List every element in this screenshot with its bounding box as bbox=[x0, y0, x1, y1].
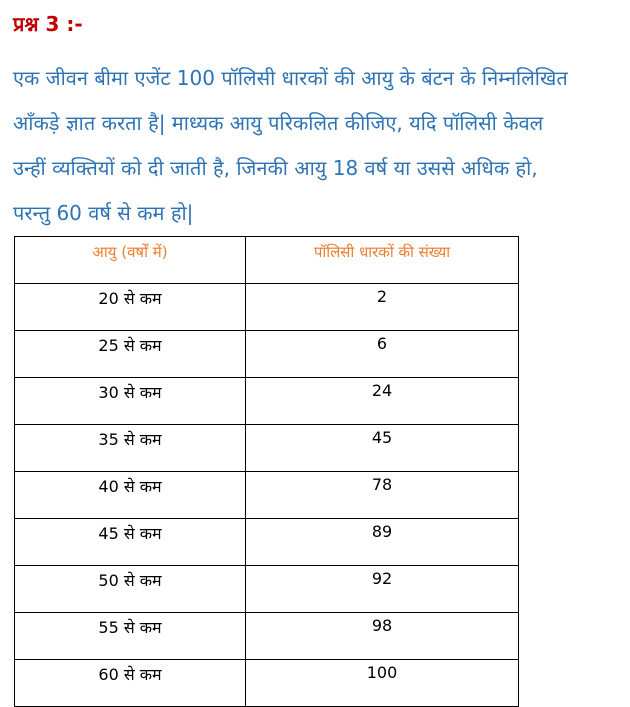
table-row bbox=[15, 660, 519, 707]
question-heading: प्रश्न 3 :- bbox=[13, 12, 83, 36]
table-header-row bbox=[15, 237, 519, 284]
count-cell: 6 bbox=[246, 331, 519, 378]
question-line: परन्तु 60 वर्ष से कम हो| bbox=[13, 201, 194, 225]
table-row bbox=[15, 613, 519, 660]
count-cell: 45 bbox=[246, 425, 519, 472]
age-cell: 40 से कम bbox=[15, 472, 246, 519]
count-cell: 92 bbox=[246, 566, 519, 613]
count-cell: 98 bbox=[246, 613, 519, 660]
table-row bbox=[15, 566, 519, 613]
age-cell: 45 से कम bbox=[15, 519, 246, 566]
count-cell: 24 bbox=[246, 378, 519, 425]
count-cell: 2 bbox=[246, 284, 519, 331]
count-cell: 89 bbox=[246, 519, 519, 566]
question-line: आँकड़े ज्ञात करता है| माध्यक आयु परिकलित कीजिए, यदि पॉलिसी केवल bbox=[13, 111, 544, 135]
table-row bbox=[15, 519, 519, 566]
age-cell: 55 से कम bbox=[15, 613, 246, 660]
age-cell: 35 से कम bbox=[15, 425, 246, 472]
age-distribution-table bbox=[14, 236, 519, 707]
age-cell: 30 से कम bbox=[15, 378, 246, 425]
age-cell: 50 से कम bbox=[15, 566, 246, 613]
header-policy-holders: पॉलिसी धारकों की संख्या bbox=[246, 237, 519, 284]
age-cell: 60 से कम bbox=[15, 660, 246, 707]
table-row bbox=[15, 331, 519, 378]
question-line: उन्हीं व्यक्तियों को दी जाती है, जिनकी आयु 18 वर्ष या उससे अधिक हो, bbox=[13, 156, 538, 180]
age-cell: 25 से कम bbox=[15, 331, 246, 378]
table-row bbox=[15, 378, 519, 425]
header-age: आयु (वर्षों में) bbox=[15, 237, 246, 284]
question-line: एक जीवन बीमा एजेंट 100 पॉलिसी धारकों की आयु के बंटन के निम्नलिखित bbox=[13, 66, 568, 90]
table-row bbox=[15, 425, 519, 472]
age-cell: 20 से कम bbox=[15, 284, 246, 331]
count-cell: 100 bbox=[246, 660, 519, 707]
table-row bbox=[15, 284, 519, 331]
question-text bbox=[13, 56, 625, 236]
count-cell: 78 bbox=[246, 472, 519, 519]
table-row bbox=[15, 472, 519, 519]
